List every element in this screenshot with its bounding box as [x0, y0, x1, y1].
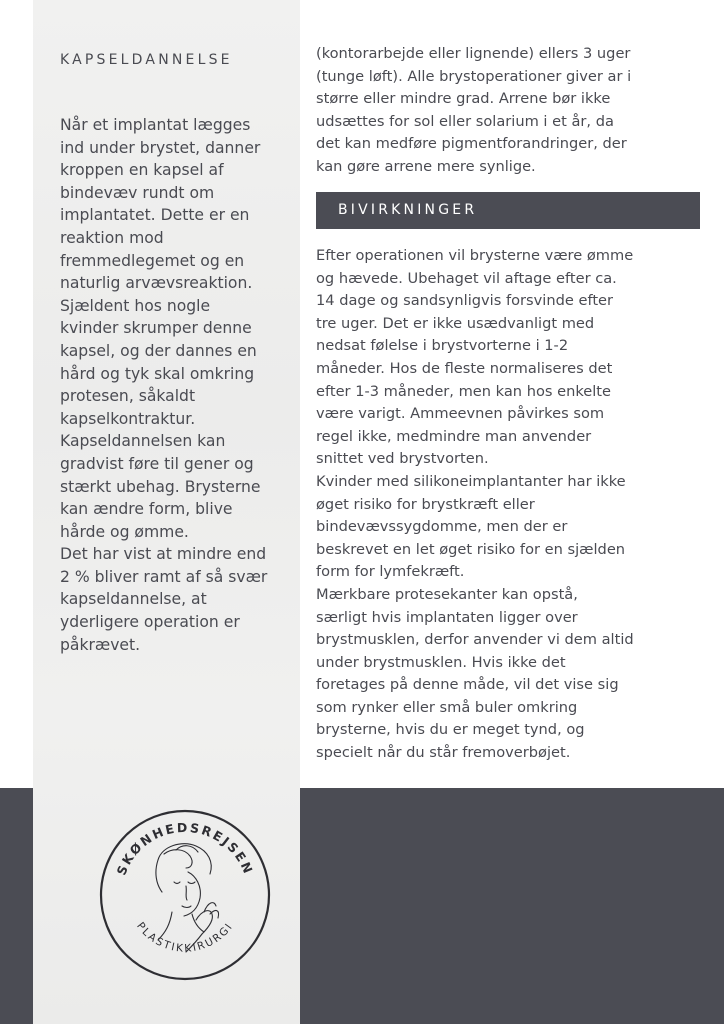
kapseldannelse-body: Når et implantat lægges ind under brystet, danner kroppen en kapsel af bindevæv rundt om implantatet. Dette er en reaktion mod fremmedlegemet og en naturlig arvævsreaktion. Sjældent hos nogle kvinder skrumper denne kapsel, og der dannes en hård og tyk skal omkring protesen, såkaldt kapselkontraktur. Kapseldannelsen kan gradvist føre til gener og stærkt ubehag. Brysterne kan ændre form, blive hårde og ømme. Det har vist at mindre end 2 % bliver ramt af så svær kapseldannelse, at yderligere operation er påkrævet. — [60, 116, 268, 654]
bivirkninger-body: Efter operationen vil brysterne være ømme og hævede. Ubehaget vil aftage efter ca. 14 dage og sandsynligvis forsvinde efter tre uger. Det er ikke usædvanligt med nedsat følelse i brystvorterne i 1-2 måneder. Hos de fleste normaliseres det efter 1-3 måneder, men kan hos enkelte være varigt. Ammeevnen påvirkes som regel ikke, medmindre man anvender snittet ved brystvorten. Kvinder med silikoneimplantanter har ikke øget risiko for brystkræft eller bindevævssygdomme, men der er beskrevet en let øget risiko for en sjælden form for lymfekræft. Mærkbare protesekanter kan opstå, særligt hvis implantaten ligger over brystmusklen, derfor anvender vi dem altid under brystmusklen. Hvis ikke det foretages på denne måde, vil det vise sig som rynker eller små buler omkring brysterne, hvis du er meget tynd, og specielt når du står fremoverbøjet. — [316, 247, 634, 762]
bivirkninger-heading-bar — [316, 192, 700, 229]
bivirkninger-heading: BIVIRKNINGER — [338, 202, 478, 218]
skonhedsrejsen-logo — [92, 802, 278, 988]
logo-bottom-text: PLASTIKKIRURGI — [134, 920, 236, 955]
aftercare-intro-text: (kontorarbejde eller lignende) ellers 3 uger (tunge løft). Alle brystoperationer giver ar i større eller mindre grad. Arrene bør ikke udsættes for sol eller solarium i et år, da det kan medføre pigmentforandringer, der kan gøre arrene mere synlige. — [316, 45, 632, 175]
face-line-art-icon — [156, 844, 219, 952]
logo-top-text: SKØNHEDSREJSEN — [113, 819, 257, 878]
svg-text:PLASTIKKIRURGI — [134, 920, 236, 955]
kapseldannelse-heading: KAPSELDANNELSE — [60, 52, 233, 68]
